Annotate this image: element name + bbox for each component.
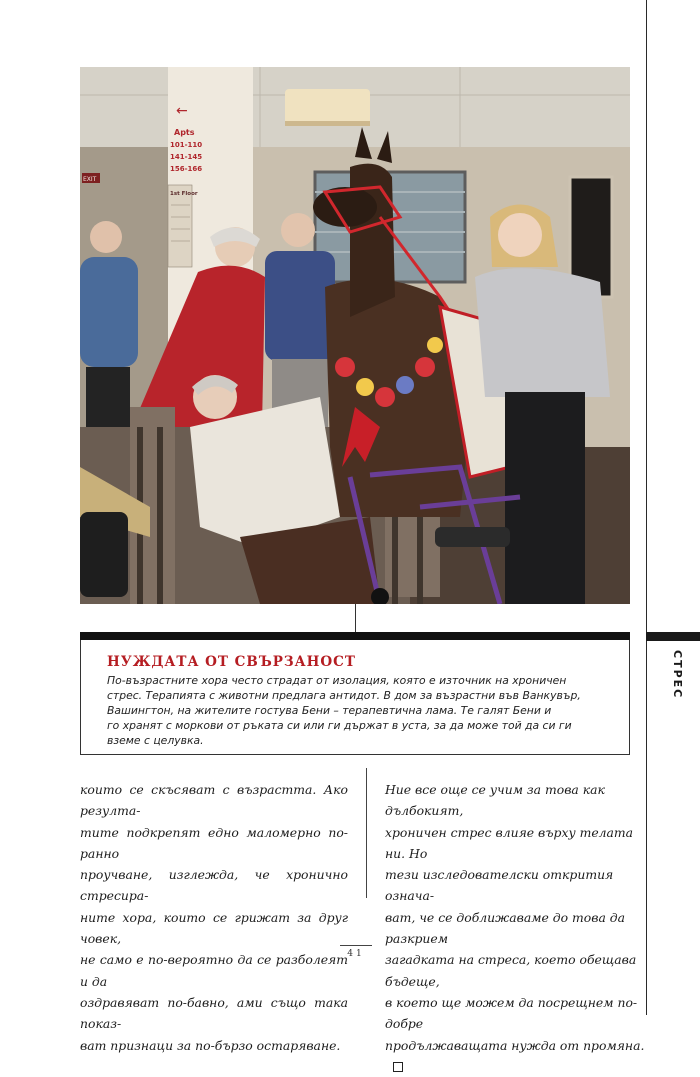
body-line: в което ще можем да посрещнем по-добре: [385, 994, 638, 1032]
photo-llama-therapy: [80, 67, 630, 604]
exit-sign: EXIT: [83, 176, 97, 183]
section-label: СТРЕС: [671, 650, 684, 700]
sign-apts-label: Apts: [174, 128, 195, 137]
section-tab-bar: [646, 632, 700, 641]
caption-title: НУЖДАТА ОТ СВЪРЗАНОСТ: [107, 654, 356, 670]
body-line: които се скъсяват с възрастта. Ако резулта-: [80, 782, 348, 819]
body-column-left: [80, 779, 348, 1056]
body-line: не само е по-вероятно да се разболеят и да: [80, 952, 348, 989]
caption-bar: [80, 632, 630, 640]
caption-box: [80, 640, 630, 755]
body-column-right: [385, 779, 647, 1077]
sign-arrow: ←: [176, 103, 188, 119]
end-of-article-mark: [393, 1062, 403, 1072]
floor-directory-sign: [168, 185, 192, 267]
body-line: продължаващата нужда от промяна.: [385, 1037, 645, 1053]
body-line: ните хора, които се грижат за друг човек,: [80, 909, 348, 947]
column-gutter-rule: [366, 768, 367, 898]
sign-floor: 1st Floor: [170, 191, 198, 197]
caption-line: Вашингтон, на жителите гостува Бени – терапевтична лама. Те галят Бени и: [107, 704, 552, 717]
ceiling-lamp: [285, 89, 370, 125]
body-line: ват, че се доближаваме до това да разкрием: [385, 909, 626, 947]
page-number: 41: [347, 949, 365, 959]
body-line: проучване, изглежда, че хронично стресира-: [80, 867, 348, 904]
caption-line: вземе с целувка.: [107, 734, 204, 747]
body-line: загадката на стреса, което обещава бъдеще,: [385, 952, 637, 989]
caption-line: По-възрастните хора често страдат от изолация, която е източник на хроничен: [107, 674, 567, 687]
sign-apts-2: 141-145: [170, 153, 203, 161]
caption-line: стрес. Терапията с животни предлага антидот. В дом за възрастни във Ванкувър,: [107, 689, 581, 702]
photo-illustration: [80, 67, 630, 604]
caption-text: [107, 673, 612, 748]
caption-line: го хранят с моркови от ръката си или ги държат в уста, за да може той да си ги: [107, 719, 572, 732]
body-line: тите подкрепят едно маломерно по-ранно: [80, 824, 348, 861]
page-number-rule: [340, 945, 372, 946]
body-line: тези изследователски открития означа-: [385, 867, 614, 904]
sign-apts-1: 101-110: [170, 141, 203, 149]
body-line: хроничен стрес влияе върху телата ни. Но: [385, 824, 634, 861]
sign-apts-3: 156-166: [170, 165, 203, 173]
column-rule-top: [355, 604, 356, 632]
body-line: ват признаци за по-бързо остаряване.: [80, 1037, 341, 1053]
body-line: оздравяват по-бавно, ами също така показ-: [80, 994, 348, 1032]
body-line: Ние все още се учим за това как дълбокият,: [385, 782, 605, 819]
